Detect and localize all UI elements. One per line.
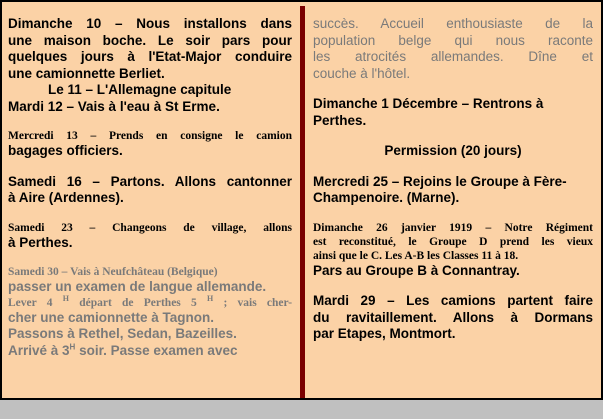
hour-superscript: H [62, 293, 69, 303]
text-line: du ravitaillement. Allons à Dormans [313, 309, 593, 325]
text-fragment: ; vais cher- [223, 296, 293, 309]
hour-superscript: H [69, 342, 76, 351]
spacer [8, 160, 292, 174]
entry-samedi-30-continued [313, 16, 593, 82]
text-line: Mercredi 13 – Prends en consigne le camion [8, 130, 292, 142]
entry-le-11: Le 11 – L'Allemagne capitule [48, 82, 232, 97]
right-column [313, 16, 593, 343]
text-line: Mercredi 25 – Rejoins le Groupe à Fère- [313, 173, 567, 189]
text-line: Perthes. [313, 112, 367, 128]
text-line: une camionnette Berliet. [8, 65, 165, 81]
entry-dimanche-10 [8, 16, 292, 82]
text-fragment: soir. Passe examen avec [79, 342, 238, 358]
text-line: par Etapes, Montmort. [313, 326, 456, 341]
entry-mardi-12: Mardi 12 – Vais à l'eau à St Erme. [8, 98, 220, 114]
text-line: à Aire (Ardennes). [8, 190, 124, 205]
text-line: quelques jours à l'Etat-Major conduire [8, 49, 292, 64]
text-line: Dimanche 26 janvier 1919 – Notre Régiment [313, 221, 593, 234]
text-line: Pars au Groupe B à Connantray. [313, 262, 520, 278]
spacer [8, 115, 292, 129]
text-line: Samedi 16 – Partons. Allons cantonner [8, 173, 292, 189]
text-line: une maison boche. Le soir pars pour [8, 32, 292, 48]
text-line: bagages officiers. [8, 143, 123, 158]
text-fragment: départ de Perthes 5 [79, 296, 197, 309]
text-line: passer un examen de langue allemande. [8, 279, 267, 294]
text-line: les atrocités allemandes. Dîne et [313, 49, 593, 64]
entry-mercredi-25 [313, 174, 593, 207]
entry-mercredi-13 [8, 129, 292, 160]
text-line: Dimanche 10 – Nous installons dans [8, 16, 292, 31]
text-line: Samedi 30 – Vais à Neufchâteau (Belgique) [8, 266, 218, 278]
spacer [313, 82, 593, 96]
text-line: succès. Accueil enthousiaste de la [313, 16, 593, 31]
spacer [8, 207, 292, 221]
spacer [313, 279, 593, 293]
entry-mardi-29 [313, 293, 593, 343]
text-line: est reconstitué, le Groupe D prend les vieux [313, 235, 593, 248]
text-line: Dimanche 1 Décembre – Rentrons à [313, 96, 544, 111]
text-line: population belge qui nous raconte [313, 32, 593, 48]
text-line: Samedi 23 – Changeons de village, allons [8, 221, 292, 234]
text-line: cher une camionnette à Tagnon. [8, 309, 215, 325]
column-divider [300, 6, 305, 398]
text-fragment: Lever 4 [8, 296, 53, 309]
text-line [8, 343, 292, 360]
entry-dimanche-1-decembre [313, 96, 593, 129]
spacer [313, 129, 593, 143]
entry-dimanche-26-janvier-1919 [313, 221, 593, 280]
text-line: couche à l'hôtel. [313, 65, 411, 81]
text-line: Mardi 29 – Les camions partent faire [313, 293, 593, 308]
left-column [8, 16, 292, 359]
hour-superscript: H [207, 293, 214, 303]
entry-samedi-16 [8, 174, 292, 207]
spacer [8, 251, 292, 265]
text-line: à Perthes. [8, 234, 73, 250]
text-line: Champenoire. (Marne). [313, 190, 460, 205]
text-fragment: Arrivé à 3 [8, 342, 70, 358]
spacer [313, 207, 593, 221]
entry-samedi-23 [8, 221, 292, 252]
entry-samedi-30 [8, 265, 292, 359]
text-line [8, 293, 293, 310]
text-line: ainsi que le C. Les A-B les Classes 11 à 18. [313, 249, 519, 262]
spacer [313, 160, 593, 174]
text-line: Passons à Rethel, Sedan, Bazeilles. [8, 326, 237, 341]
entry-permission: Permission (20 jours) [384, 143, 522, 158]
